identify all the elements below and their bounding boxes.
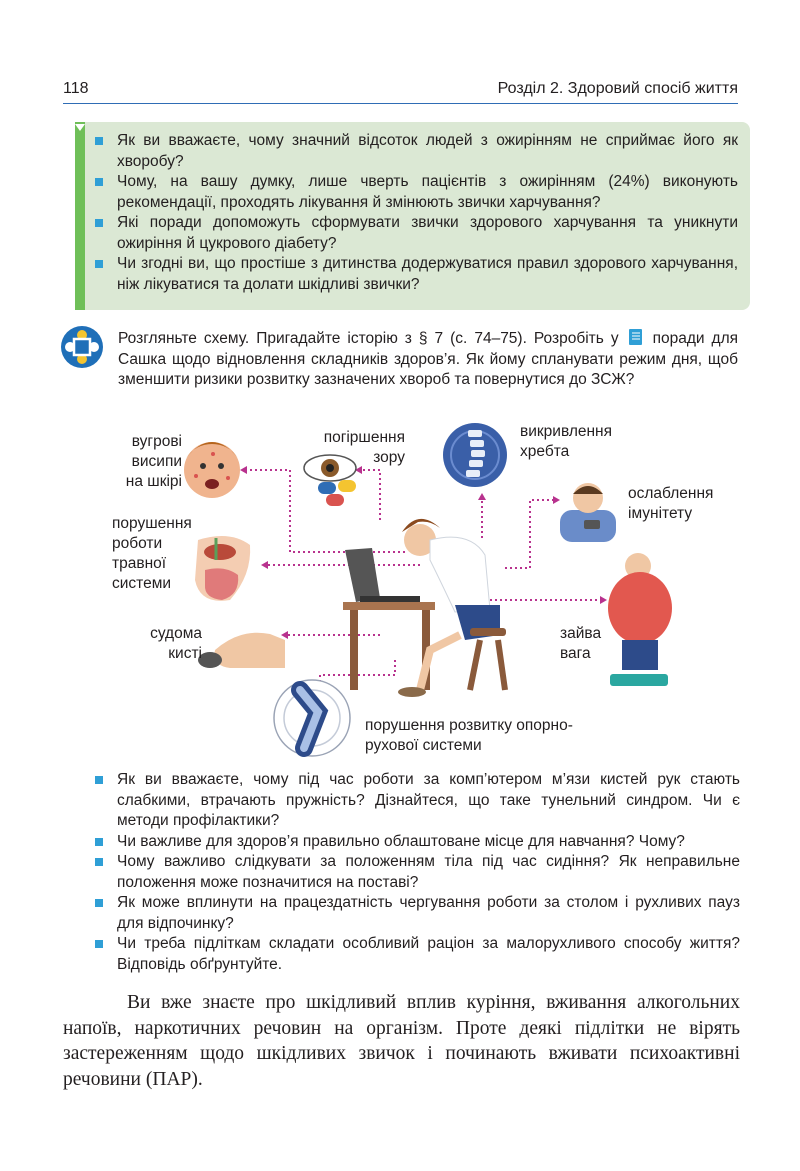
label-acne: вугрові висипи на шкірі bbox=[125, 433, 182, 490]
task-instructions: Розгляньте схему. Пригадайте історію з § 7 (с. 74–75). Розробіть у поради для Сашка щодо відновлення складників здоров’я. Як йому спланувати режим дня, щоб зменшити ризики розвитку зазначених хвороб та повернутися до ЗСЖ? bbox=[118, 330, 739, 388]
overweight-person-illustration bbox=[608, 553, 672, 686]
list-item: Як ви вважаєте, чому значний відсоток людей з ожирінням не сприймає його як хворобу? bbox=[92, 131, 738, 172]
label-spine: викривлення хребта bbox=[520, 423, 613, 460]
label-musculo: порушення розвитку опорно-рухової системи bbox=[365, 717, 573, 754]
list-item: Як ви вважаєте, чому під час роботи за комп’ютером м’язи кистей рук стають слабкими, втрачають пружність? Дізнайтеся, що таке тунельний синдром. Чи є методи профілактики? bbox=[92, 770, 740, 832]
square-bullet-icon bbox=[95, 776, 103, 784]
section-title: Розділ 2. Здоровий спосіб життя bbox=[497, 80, 738, 97]
square-bullet-icon bbox=[95, 940, 103, 948]
closing-paragraph: Ви вже знаєте про шкідливий вплив куріння, вживання алкогольних напоїв, наркотичних речовин на організм. Проте деякі підлітки не вірять застереженням щодо шкідливих звичок і починають вживати психоактивні речовини (ПАР). bbox=[63, 992, 740, 1090]
knee-joint-illustration bbox=[274, 680, 350, 756]
list-item: Які поради допоможуть сформувати звички здорового харчування та уникнути ожиріння й цукрового діабету? bbox=[92, 213, 738, 254]
list-item: Чому важливо слідкувати за положенням тіла під час сидіння? Як неправильне положення може позначитися на поставі? bbox=[92, 852, 740, 893]
list-item: Чи треба підліткам складати особливий раціон за малорухливого способу життя? Відповідь обґрунтуйте. bbox=[92, 934, 740, 975]
list-item: Чи згодні ви, що простіше з дитинства додержуватися правил здорового харчування, ніж лікуватися та долати шкідливі звички? bbox=[92, 254, 738, 295]
digestive-system-illustration bbox=[195, 536, 250, 601]
label-immunity: ослаблення імунітету bbox=[628, 485, 714, 522]
square-bullet-icon bbox=[95, 899, 103, 907]
arrow-immunity bbox=[505, 500, 553, 568]
acne-face-illustration bbox=[184, 442, 240, 498]
sick-teen-illustration bbox=[560, 483, 616, 542]
page-number: 118 bbox=[63, 80, 89, 97]
square-bullet-icon bbox=[95, 858, 103, 866]
student-desk-illustration bbox=[343, 519, 506, 697]
list-item: Чи важливе для здоров’я правильно облаштоване місце для навчання? Чому? bbox=[92, 832, 740, 853]
label-wrist: судома кисті bbox=[150, 625, 202, 662]
label-vision: погіршення зору bbox=[323, 429, 405, 466]
hand-mouse-illustration bbox=[198, 633, 285, 668]
label-digestion: порушення роботи травної системи bbox=[112, 515, 192, 592]
spine-illustration bbox=[443, 423, 507, 487]
list-item: Чому, на вашу думку, лише чверть пацієнтів з ожирінням (24%) виконують рекомендації, проходять лікування й змінюють звички харчування? bbox=[92, 172, 738, 213]
questions-bottom-list bbox=[92, 770, 740, 975]
list-item: Як може вплинути на працездатність чергування роботи за столом і рухливих пауз для відпочинку? bbox=[92, 893, 740, 934]
label-weight: зайва вага bbox=[560, 625, 602, 662]
square-bullet-icon bbox=[95, 838, 103, 846]
arrow-vision bbox=[362, 470, 380, 520]
